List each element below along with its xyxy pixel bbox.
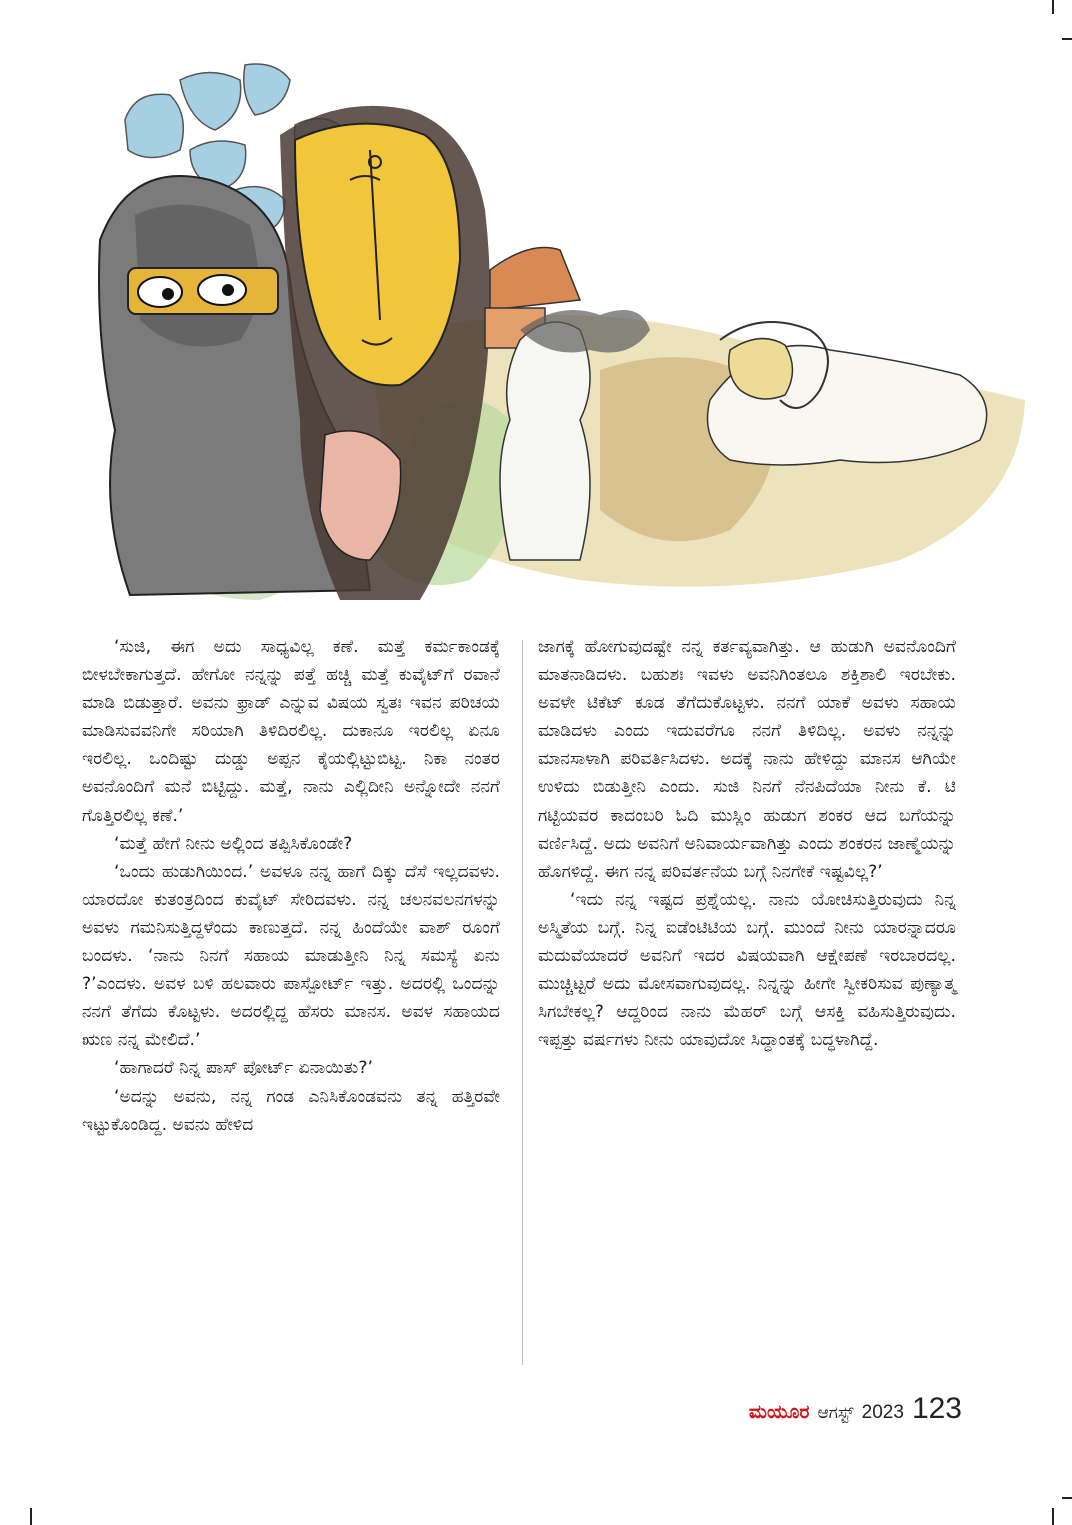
article-paragraph: ‘ಹಾಗಾದರೆ ನಿನ್ನ ಪಾಸ್ ಪೋರ್ಟ್ ಏನಾಯಿತು?’ [114, 1058, 373, 1079]
crop-mark [1062, 1497, 1072, 1499]
story-illustration [40, 40, 1040, 610]
article-paragraph: ‘ಒಂದು ಹುಡುಗಿಯಿಂದ.’ ಅವಳೂ ನನ್ನ ಹಾಗೆ ದಿಕ್ಕು ದೆಸೆ ಇಲ್ಲದವಳು. ಯಾರದೋ ಕುತಂತ್ರದಿಂದ ಕುವೈಟ್ ಸೇರಿದವಳು. ನನ್ನ ಚಲನವಲನಗಳನ್ನು ಅವಳು ಗಮನಿಸುತ್ತಿದ್ದಳೆಂದು ಕಾಣುತ್ತದೆ. ನನ್ನ ಹಿಂದೆಯೇ ವಾಶ್ ರೂಂಗೆ ಬಂದಳು. ‘ನಾನು ನಿನಗೆ ಸಹಾಯ ಮಾಡುತ್ತೀನಿ ನಿನ್ನ ಸಮಸ್ಯೆ ಏನು ?’ಎಂದಳು. ಅವಳ ಬಳಿ ಹಲವಾರು ಪಾಸ್ಪೋರ್ಟ್ ಇತ್ತು. ಅದರಲ್ಲಿ ಒಂದನ್ನು ನನಗೆ ತೆಗೆದು ಕೊಟ್ಟಳು. ಅದರಲ್ಲಿದ್ದ ಹೆಸರು ಮಾನಸ. ಅವಳ ಸಹಾಯದ ಋಣ ನನ್ನ ಮೇಲಿದೆ.’ [82, 861, 500, 1051]
article-paragraph-continued: ಜಾಗಕ್ಕೆ ಹೋಗುವುದಷ್ಟೇ ನನ್ನ ಕರ್ತವ್ಯವಾಗಿತ್ತು. ಆ ಹುಡುಗಿ ಅವನೊಂದಿಗೆ ಮಾತನಾಡಿದಳು. ಬಹುಶಃ ಇವಳು ಅವನಿಗಿಂತಲೂ ಶಕ್ತಿಶಾಲಿ ಇರಬೇಕು. ಅವಳೇ ಟಿಕೆಟ್ ಕೂಡ ತೆಗೆದುಕೊಟ್ಟಳು. ನನಗೆ ಯಾಕೆ ಅವಳು ಸಹಾಯ ಮಾಡಿದಳು ಎಂದು ಇದುವರೆಗೂ ನನಗೆ ತಿಳಿದಿಲ್ಲ. ಅವಳು ನನ್ನನ್ನು ಮಾನಸಾಳಾಗಿ ಪರಿವರ್ತಿಸಿದಳು. ಅದಕ್ಕೆ ನಾನು ಹೇಳಿದ್ದು ಮಾನಸ ಆಗಿಯೇ ಉಳಿದು ಬಿಡುತ್ತೀನಿ ಎಂದು. ಸುಜಿ ನಿನಗೆ ನೆನಪಿದೆಯಾ ನೀನು ಕೆ. ಟಿ ಗಟ್ಟಿಯವರ ಕಾದಂಬರಿ ಓದಿ ಮುಸ್ಲಿಂ ಹುಡುಗ ಶಂಕರ ಆದ ಬಗೆಯನ್ನು ವರ್ಣಿಸಿದ್ದೆ. ಅದು ಅವನಿಗೆ ಅನಿವಾರ್ಯವಾಗಿತ್ತು ಎಂದು ಶಂಕರನ ಜಾಣ್ಮೆಯನ್ನು ಹೊಗಳಿದ್ದೆ. ಈಗ ನನ್ನ ಪರಿವರ್ತನೆಯ ಬಗ್ಗೆ ನಿನಗೇಕೆ ಇಷ್ಟವಿಲ್ಲ?’ [538, 637, 956, 882]
article-left-column [82, 633, 500, 1139]
crop-mark [1052, 1508, 1054, 1525]
article-paragraph: ‘ಸುಜಿ, ಈಗ ಅದು ಸಾಧ್ಯವಿಲ್ಲ ಕಣೆ. ಮತ್ತೆ ಕರ್ಮಕಾಂಡಕ್ಕೆ ಬೀಳಬೇಕಾಗುತ್ತದೆ. ಹೇಗೋ ನನ್ನನ್ನು ಪತ್ತೆ ಹಚ್ಚಿ ಮತ್ತೆ ಕುವೈಟ್‌ಗೆ ರವಾನೆ ಮಾಡಿ ಬಿಡುತ್ತಾರೆ. ಅವನು ಫ್ರಾಡ್ ಎನ್ನುವ ವಿಷಯ ಸ್ವತಃ ಇವನ ಪರಿಚಯ ಮಾಡಿಸುವವನಿಗೇ ಸರಿಯಾಗಿ ತಿಳಿದಿರಲಿಲ್ಲ. ದುಕಾನೂ ಇರಲಿಲ್ಲ ಏನೂ ಇರಲಿಲ್ಲ. ಒಂದಿಷ್ಟು ದುಡ್ಡು ಅಪ್ಪನ ಕೈಯಲ್ಲಿಟ್ಟುಬಿಟ್ಟ. ನಿಕಾ ನಂತರ ಅವನೊಂದಿಗೆ ಮನೆ ಬಿಟ್ಟಿದ್ದು. ಮತ್ತೆ, ನಾನು ಎಲ್ಲಿದೀನಿ ಅನ್ನೋದೇ ನನಗೆ ಗೊತ್ತಿರಲಿಲ್ಲ ಕಣೆ.’ [82, 637, 500, 826]
article-right-column [538, 633, 956, 1054]
page-number: 123 [911, 1392, 962, 1425]
article-paragraph: ‘ಅದನ್ನು ಅವನು, ನನ್ನ ಗಂಡ ಎನಿಸಿಕೊಂಡವನು ತನ್ನ ಹತ್ತಿರವೇ ಇಟ್ಟುಕೊಂಡಿದ್ದ. ಅವನು ಹೇಳಿದ [82, 1086, 500, 1135]
crop-mark [1052, 0, 1054, 14]
issue-month: ಆಗಸ್ಟ್ [817, 1403, 854, 1422]
crop-mark [30, 1508, 32, 1525]
magazine-brand: ಮಯೂರ [748, 1402, 810, 1423]
article-paragraph: ‘ಇದು ನನ್ನ ಇಷ್ಟದ ಪ್ರಶ್ನೆಯಲ್ಲ. ನಾನು ಯೋಚಿಸುತ್ತಿರುವುದು ನಿನ್ನ ಅಸ್ಮಿತೆಯ ಬಗ್ಗೆ. ನಿನ್ನ ಐಡೆಂಟಿಟಿಯ ಬಗ್ಗೆ. ಮುಂದೆ ನೀನು ಯಾರನ್ನಾದರೂ ಮದುವೆಯಾದರೆ ಅವನಿಗೆ ಇದರ ವಿಷಯವಾಗಿ ಆಕ್ಷೇಪಣೆ ಇರಬಾರದಲ್ಲ. ಮುಚ್ಚಿಟ್ಟರೆ ಅದು ಮೋಸವಾಗುವುದಲ್ಲ. ನಿನ್ನನ್ನು ಹೀಗೇ ಸ್ವೀಕರಿಸುವ ಪುಣ್ಯಾತ್ಮ ಸಿಗಬೇಕಲ್ಲ? ಆದ್ದರಿಂದ ನಾನು ಮೆಹರ್ ಬಗ್ಗೆ ಆಸಕ್ತಿ ವಹಿಸುತ್ತಿರುವುದು. ಇಪ್ಪತ್ತು ವರ್ಷಗಳು ನೀನು ಯಾವುದೋ ಸಿದ್ಧಾಂತಕ್ಕೆ ಬದ್ಧಳಾಗಿದ್ದೆ. [538, 889, 956, 1051]
page-footer [749, 1392, 962, 1432]
column-divider [522, 640, 523, 1365]
crop-mark [1062, 38, 1072, 40]
article-paragraph: ‘ಮತ್ತೆ ಹೇಗೆ ನೀನು ಅಲ್ಲಿಂದ ತಪ್ಪಿಸಿಕೊಂಡೇ? [114, 833, 353, 854]
issue-year: 2023 [861, 1402, 904, 1423]
